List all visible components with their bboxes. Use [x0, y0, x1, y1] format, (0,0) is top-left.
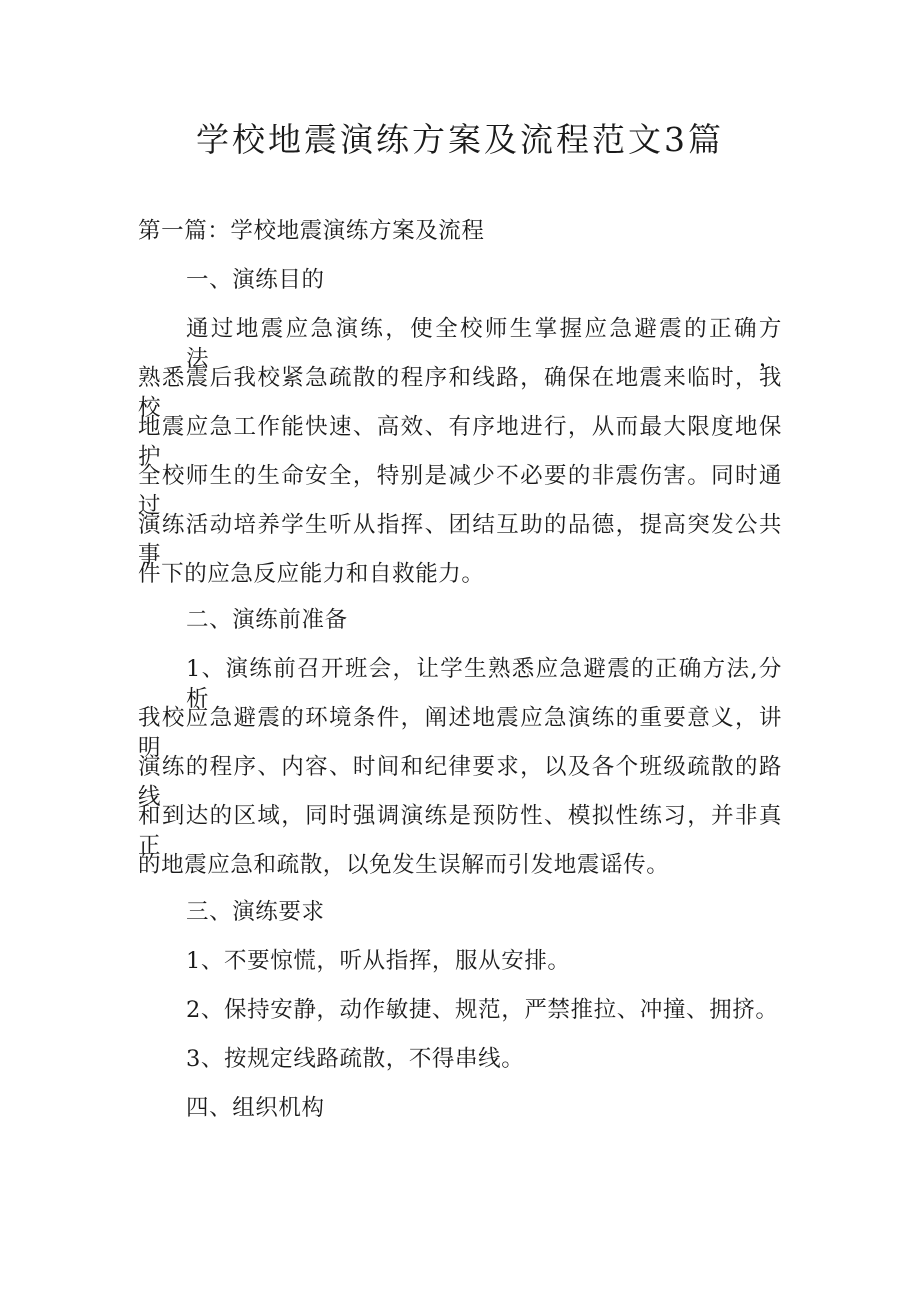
part-heading: 第一篇：学校地震演练方案及流程 [138, 218, 485, 244]
paragraph-line: 演练的程序、内容、时间和纪律要求，以及各个班级疏散的路线 [138, 754, 782, 810]
paragraph-line: 1、演练前召开班会，让学生熟悉应急避震的正确方法,分析 [186, 656, 782, 712]
section-heading-preparation: 二、演练前准备 [186, 607, 348, 633]
paragraph-line: 地震应急工作能快速、高效、有序地进行，从而最大限度地保护 [138, 414, 782, 470]
paragraph-line: 件下的应急反应能力和自救能力。 [138, 561, 485, 587]
section-heading-purpose: 一、演练目的 [186, 267, 325, 293]
section-heading-requirements: 三、演练要求 [186, 899, 325, 925]
paragraph-line: 我校应急避震的环境条件，阐述地震应急演练的重要意义，讲明 [138, 705, 782, 761]
requirement-item: 2、保持安静，动作敏捷、规范，严禁推拉、冲撞、拥挤。 [186, 997, 779, 1023]
paragraph-line: 演练活动培养学生听从指挥、团结互助的品德，提高突发公共事 [138, 512, 782, 568]
document-title: 学校地震演练方案及流程范文3篇 [196, 120, 724, 159]
paragraph-line: 的地震应急和疏散，以免发生误解而引发地震谣传。 [138, 852, 670, 878]
paragraph-line: 和到达的区域，同时强调演练是预防性、模拟性练习，并非真正 [138, 803, 782, 859]
paragraph-line: 全校师生的生命安全，特别是减少不必要的非震伤害。同时通过 [138, 463, 782, 519]
requirement-item: 1、不要惊慌，听从指挥，服从安排。 [186, 948, 571, 974]
paragraph-line: 通过地震应急演练，使全校师生掌握应急避震的正确方法， [186, 316, 782, 372]
section-heading-organization: 四、组织机构 [186, 1095, 325, 1121]
paragraph-line: 熟悉震后我校紧急疏散的程序和线路，确保在地震来临时，我校 [138, 365, 782, 421]
requirement-item: 3、按规定线路疏散，不得串线。 [186, 1046, 525, 1072]
